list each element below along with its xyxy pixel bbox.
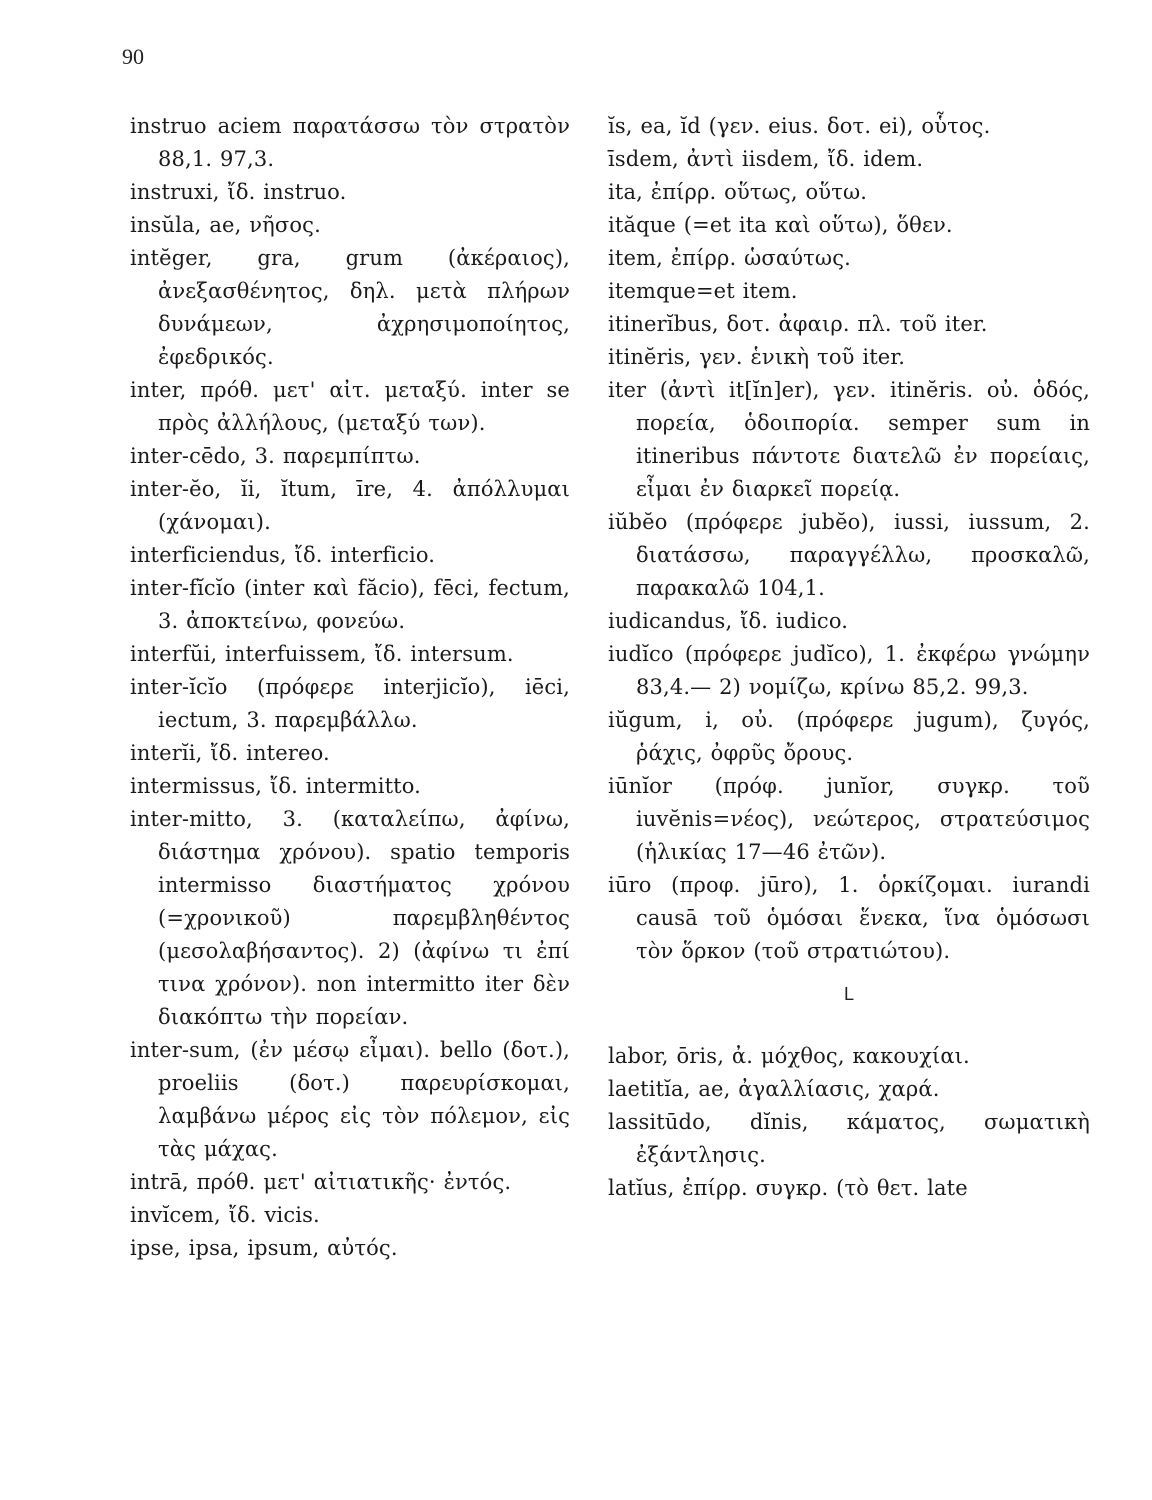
dictionary-entry: inter, πρόθ. μετ' αἰτ. μεταξύ. inter se πρὸς ἀλλήλους, (μεταξύ των). (130, 378, 570, 435)
dictionary-entry: latĭus, ἐπίρρ. συγκρ. (τὸ θετ. late (608, 1176, 968, 1200)
dictionary-entry: ipse, ipsa, ipsum, αὐτός. (130, 1236, 398, 1260)
section-letter-heading: L (843, 984, 854, 1004)
dictionary-entry: iūnĭor (πρόφ. junĭor, συγκρ. τοῦ iuvĕnis=νέος), νεώτερος, στρατεύσιμος (ἡλικίας 17—46 ἐτῶν). (608, 774, 1090, 864)
dictionary-entry: inter-fĭcĭo (inter καὶ făcio), fēci, fectum, 3. ἀποκτείνω, φονεύω. (130, 576, 570, 633)
dictionary-entry: īsdem, ἀντὶ iisdem, ἴδ. idem. (608, 147, 924, 171)
dictionary-entry: instruxi, ἴδ. instruo. (130, 180, 347, 204)
dictionary-entry: ita, ἐπίρρ. οὕτως, οὕτω. (608, 180, 868, 204)
dictionary-entry: iŭbĕo (πρόφερε jubĕo), iussi, iussum, 2. διατάσσω, παραγγέλλω, προσκαλῶ, παρακαλῶ 104,1. (608, 510, 1090, 600)
dictionary-entry: iudicandus, ἴδ. iudico. (608, 609, 849, 633)
dictionary-entry: interfŭi, interfuissem, ἴδ. intersum. (130, 642, 514, 666)
left-column (130, 110, 570, 1265)
dictionary-entry: intrā, πρόθ. μετ' αἰτιατικῆς· ἐντός. (130, 1170, 512, 1194)
dictionary-entry: labor, ōris, ἀ. μόχθος, κακουχίαι. (608, 1044, 970, 1068)
dictionary-entry: inter-mitto, 3. (καταλείπω, ἀφίνω, διάστημα χρόνου). spatio temporis intermisso διαστήματος χρόνου (=χρονικοῦ) παρεμβληθέντος (μεσολαβήσαντος). 2) (ἀφίνω τι ἐπί τινα χρόνον). non intermitto iter δὲν διακόπτω τὴν πορείαν. (130, 807, 570, 1029)
dictionary-entry: interĭi, ἴδ. intereo. (130, 741, 330, 765)
dictionary-entry: instruo aciem παρατάσσω τὸν στρατὸν 88,1. 97,3. (130, 114, 570, 171)
dictionary-entry: invĭcem, ἴδ. vicis. (130, 1203, 320, 1227)
dictionary-entry: item, ἐπίρρ. ὡσαύτως. (608, 246, 851, 270)
right-column (608, 110, 1090, 1205)
page-number: 90 (122, 44, 144, 69)
dictionary-entry: iter (ἀντὶ it[ĭn]er), γεν. itinĕris. οὐ. ὁδός, πορεία, ὁδοιπορία. semper sum in itineribus πάντοτε διατελῶ ἐν πορείαις, εἶμαι ἐν διαρκεῖ πορείᾳ. (608, 378, 1090, 501)
dictionary-entry: inter-cēdo, 3. παρεμπίπτω. (130, 444, 421, 468)
dictionary-entry: iudĭco (πρόφερε judĭco), 1. ἐκφέρω γνώμην 83,4.— 2) νομίζω, κρίνω 85,2. 99,3. (608, 642, 1090, 699)
dictionary-entry: iūro (προφ. jūro), 1. ὁρκίζομαι. iurandi causā τοῦ ὁμόσαι ἕνεκα, ἵνα ὁμόσωσι τὸν ὅρκον (τοῦ στρατιώτου). (608, 873, 1090, 963)
dictionary-entry: itinerĭbus, δοτ. ἀφαιρ. πλ. τοῦ iter. (608, 312, 988, 336)
dictionary-entry: lassitūdo, dĭnis, κάματος, σωματικὴ ἐξάντλησις. (608, 1110, 1090, 1167)
dictionary-entry: ităque (=et ita καὶ οὕτω), ὅθεν. (608, 213, 953, 237)
dictionary-entry: itemque=et item. (608, 279, 798, 303)
dictionary-entry: intĕger, gra, grum (ἀκέραιος), ἀνεξασθένητος, δηλ. μετὰ πλήρων δυνάμεων, ἀχρησιμοποίητος, ἐφεδρικός. (130, 246, 570, 369)
dictionary-entry: ĭs, ea, ĭd (γεν. eius. δοτ. ei), οὗτος. (608, 114, 991, 138)
dictionary-entry: itinĕris, γεν. ἑνικὴ τοῦ iter. (608, 345, 906, 369)
dictionary-entry: inter-ĭcĭo (πρόφερε interjicĭo), iēci, iectum, 3. παρεμβάλλω. (130, 675, 570, 732)
dictionary-entry: laetitĭa, ae, ἀγαλλίασις, χαρά. (608, 1077, 940, 1101)
dictionary-entry: inter-sum, (ἐν μέσῳ εἶμαι). bello (δοτ.), proeliis (δοτ.) παρευρίσκομαι, λαμβάνω μέρος εἰς τὸν πόλεμον, εἰς τὰς μάχας. (130, 1038, 570, 1161)
dictionary-entry: iŭgum, i, οὐ. (πρόφερε jugum), ζυγός, ῥάχις, ὀφρῦς ὄρους. (608, 708, 1090, 765)
dictionary-entry: inter-ĕo, ĭi, ĭtum, īre, 4. ἀπόλλυμαι (χάνομαι). (130, 477, 570, 534)
dictionary-entry: interficiendus, ἴδ. interficio. (130, 543, 436, 567)
dictionary-entry: intermissus, ἴδ. intermitto. (130, 774, 422, 798)
dictionary-entry: insŭla, ae, νῆσος. (130, 213, 321, 237)
